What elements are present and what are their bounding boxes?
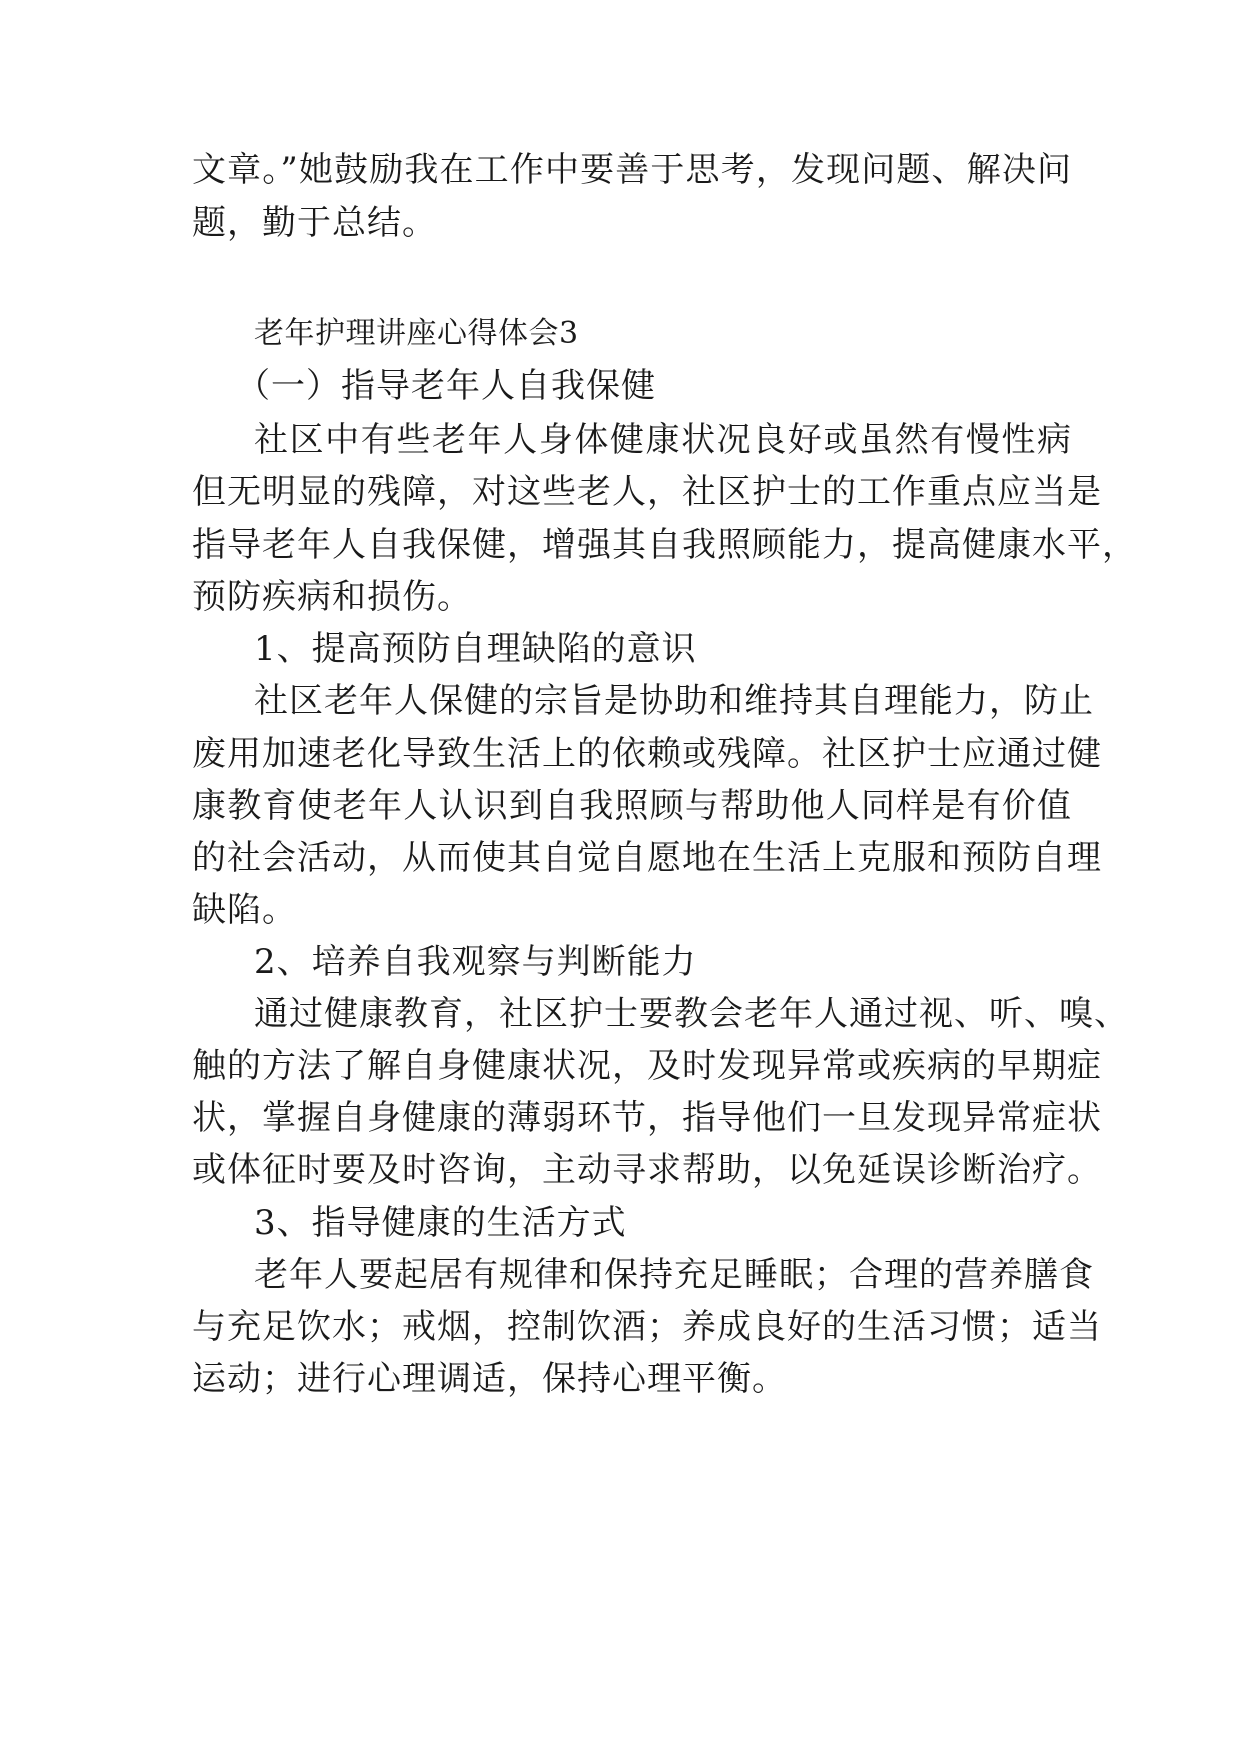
section-title: 老年护理讲座心得体会3 [254, 316, 579, 351]
text-line: 题，勤于总结。 [192, 203, 437, 243]
text-line: 状，掌握自身健康的薄弱环节，指导他们一旦发现异常症状 [192, 1098, 1102, 1138]
numbered-heading: 3、指导健康的生活方式 [254, 1203, 627, 1243]
text-line: 社区中有些老年人身体健康状况良好或虽然有慢性病 [254, 420, 1072, 460]
text-line: 运动；进行心理调适，保持心理平衡。 [192, 1359, 787, 1399]
numbered-heading: 2、培养自我观察与判断能力 [254, 942, 697, 982]
text-line: 或体征时要及时咨询，主动寻求帮助，以免延误诊断治疗。 [192, 1150, 1102, 1190]
text-line: 通过健康教育，社区护士要教会老年人通过视、听、嗅、 [254, 994, 1129, 1034]
text-line: 缺陷。 [192, 890, 297, 930]
text-line: 与充足饮水；戒烟，控制饮酒；养成良好的生活习惯；适当 [192, 1307, 1102, 1347]
subsection-heading: （一）指导老年人自我保健 [236, 366, 656, 406]
text-line: 触的方法了解自身健康状况，及时发现异常或疾病的早期症 [192, 1046, 1102, 1086]
text-line: 康教育使老年人认识到自我照顾与帮助他人同样是有价值 [192, 786, 1072, 826]
text-line: 老年人要起居有规律和保持充足睡眠；合理的营养膳食 [254, 1255, 1094, 1295]
text-line: 指导老年人自我保健，增强其自我照顾能力，提高健康水平， [192, 525, 1137, 565]
text-line: 社区老年人保健的宗旨是协助和维持其自理能力，防止 [254, 681, 1094, 721]
numbered-heading: 1、提高预防自理缺陷的意识 [254, 629, 697, 669]
text-line: 废用加速老化导致生活上的依赖或残障。社区护士应通过健 [192, 734, 1102, 774]
text-line: 文章。”她鼓励我在工作中要善于思考，发现问题、解决问 [192, 150, 1072, 190]
text-line: 但无明显的残障，对这些老人，社区护士的工作重点应当是 [192, 472, 1102, 512]
text-line: 的社会活动，从而使其自觉自愿地在生活上克服和预防自理 [192, 838, 1102, 878]
text-line: 预防疾病和损伤。 [192, 577, 472, 617]
